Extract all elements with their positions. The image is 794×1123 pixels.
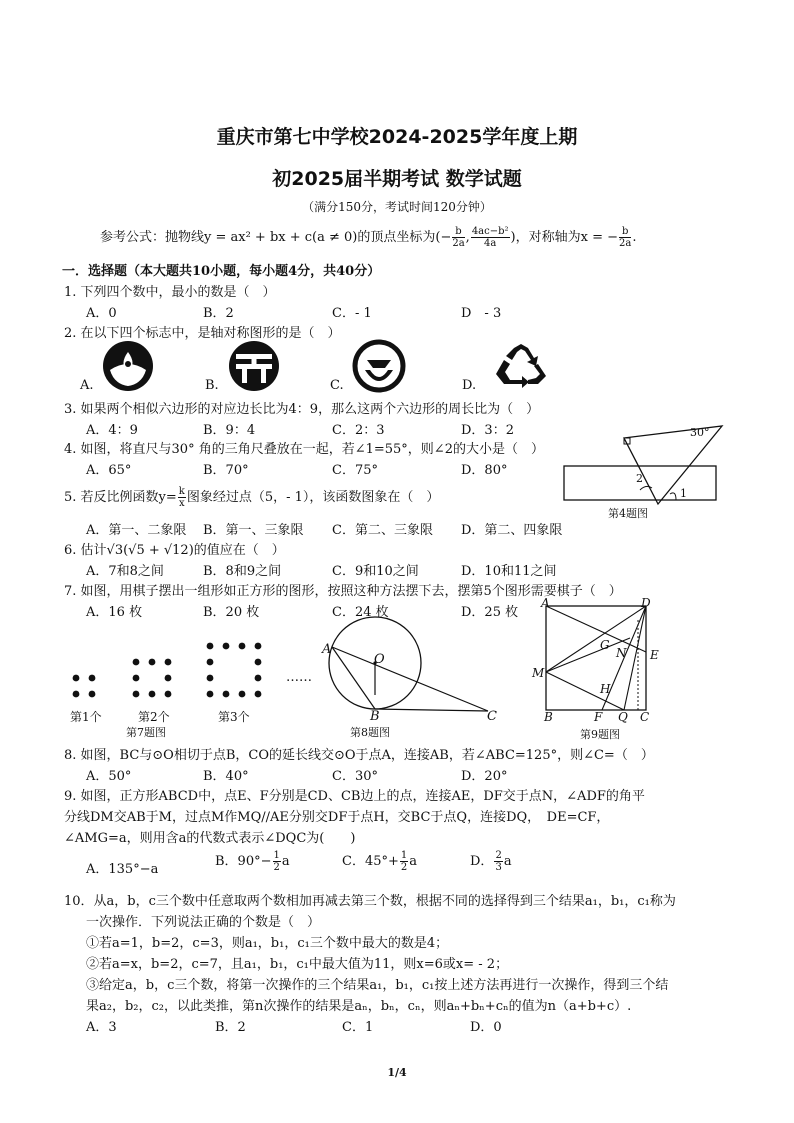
q7-ellipsis: ……	[286, 670, 312, 685]
formula-lead: 参考公式：抛物线y = ax² + bx + c(a ≠ 0)的顶点坐标为(−	[100, 230, 452, 245]
q9-fig-caption: 第9题图	[580, 728, 620, 741]
q4-option-b[interactable]: B．70°	[203, 463, 249, 478]
q7-label-3: 第3个	[218, 710, 250, 724]
q5-option-c[interactable]: C．第二、三象限	[332, 523, 433, 538]
frac-b-2a: $\frac{b}{2a}$	[452, 226, 465, 249]
q8-fig-point-o: O	[374, 652, 385, 667]
exam-subject-title: 初2025届半期考试 数学试题	[272, 168, 522, 190]
q6-option-a[interactable]: A．7和8之间	[86, 564, 164, 579]
q4-option-d[interactable]: D．80°	[461, 463, 508, 478]
q2-stem: 2. 在以下四个标志中，是轴对称图形的是（ ）	[64, 326, 341, 341]
q2-option-c[interactable]: C.	[330, 378, 344, 393]
q9-stem-line2: 分线DM交AB于M，过点M作MQ//AE分别交DF于点H，交BC于点Q，连接DQ， DE=CF，	[64, 810, 610, 825]
exam-note: （满分150分，考试时间120分钟）	[302, 200, 492, 214]
q10-statement-1: ①若a=1，b=2，c=3，则a₁，b₁，c₁三个数中最大的数是4；	[86, 936, 449, 951]
q5-option-d[interactable]: D．第二、四象限	[461, 523, 563, 538]
q7-option-c[interactable]: C．24 枚	[332, 605, 389, 620]
frac-vertex-y: $\frac{\text{4ac−b²}}{4a}$	[471, 226, 509, 249]
q10-option-a[interactable]: A．3	[86, 1020, 117, 1035]
q1-option-c[interactable]: C．- 1	[332, 306, 372, 321]
formula-mid: ，对称轴为x = −	[515, 230, 618, 245]
q9-fig-point-n: N	[616, 646, 627, 660]
figure-q8	[320, 615, 510, 725]
q2-option-d[interactable]: D.	[462, 378, 477, 393]
q1-option-b[interactable]: B．2	[203, 306, 234, 321]
q9-stem-line1: 9. 如图，正方形ABCD中，点E、F分别是CD、CB边上的点，连接AE，DF交于点N，∠ADF的角平	[64, 789, 645, 804]
q10-option-c[interactable]: C．1	[342, 1020, 374, 1035]
q7-option-d[interactable]: D．25 枚	[461, 605, 519, 620]
q8-stem: 8. 如图，BC与⊙O相切于点B，CO的延长线交⊙O于点A，连接AB，若∠ABC=125°，则∠C=（ ）	[64, 748, 654, 763]
q10-stem-line1: 10．从a，b，c三个数中任意取两个数相加再减去第三个数，根据不同的选择得到三个结果a₁，b₁，c₁称为	[64, 894, 676, 909]
q4-stem: 4. 如图，将直尺与30° 角的三角尺叠放在一起，若∠1=55°，则∠2的大小是（ ）	[64, 442, 544, 457]
figure-q7	[66, 640, 306, 704]
q5-option-b[interactable]: B．第一、三象限	[203, 523, 304, 538]
q1-option-d[interactable]: D - 3	[461, 306, 502, 321]
frac-half: $\frac{1}{2}$	[273, 850, 280, 873]
q2-option-b[interactable]: B.	[205, 378, 219, 393]
frac-k-x: $\frac{k}{x}$	[178, 486, 185, 509]
q3-option-a[interactable]: A．4：9	[86, 423, 138, 438]
q9-fig-point-d: D	[641, 596, 651, 610]
q2-option-a[interactable]: A.	[80, 378, 94, 393]
q7-stem: 7. 如图，用棋子摆出一组形如正方形的图形，按照这种方法摆下去，摆第5个图形需要棋子（ ）	[64, 584, 622, 599]
logo-c-icon	[352, 340, 406, 392]
q8-option-d[interactable]: D．20°	[461, 769, 508, 784]
q4-fig-label-1: 1	[680, 487, 687, 500]
q9-fig-point-g: G	[600, 638, 610, 652]
q4-fig-label-30: 30°	[690, 426, 710, 439]
q9-option-d[interactable]: D． $\frac{2}{3}$ a	[470, 850, 512, 873]
q10-statement-3b: 果a₂，b₂，c₂，以此类推，第n次操作的结果是aₙ，bₙ，cₙ，则aₙ+bₙ+cₙ的值为n（a+b+c）.	[86, 999, 632, 1014]
recycle-logo-icon	[492, 344, 550, 388]
q4-option-c[interactable]: C．75°	[332, 463, 378, 478]
q8-fig-caption: 第8题图	[350, 726, 390, 739]
q9-option-a[interactable]: A．135°−a	[86, 862, 159, 877]
q3-option-d[interactable]: D．3：2	[461, 423, 514, 438]
q5-option-a[interactable]: A．第一、二象限	[86, 523, 187, 538]
q9-option-b[interactable]: B．90°− $\frac{1}{2}$ a	[215, 850, 290, 873]
q8-fig-point-c: C	[487, 709, 497, 724]
q9-stem-line3: ∠AMG=a，则用含a的代数式表示∠DQC为( )	[64, 831, 356, 846]
q9-fig-point-q: Q	[618, 710, 628, 724]
q8-option-a[interactable]: A．50°	[86, 769, 132, 784]
q8-fig-point-b: B	[370, 709, 380, 724]
q7-option-b[interactable]: B．20 枚	[203, 605, 260, 620]
q1-stem: 1. 下列四个数中，最小的数是（ ）	[64, 285, 276, 300]
q9-fig-point-f: F	[594, 710, 603, 724]
frac-half: $\frac{1}{2}$	[400, 850, 408, 873]
q7-label-1: 第1个	[70, 710, 102, 724]
figure-q9	[540, 600, 660, 720]
q4-fig-label-2: 2	[636, 472, 643, 485]
q7-fig-caption: 第7题图	[126, 726, 166, 739]
logo-b-icon	[228, 340, 280, 392]
q9-fig-point-h: H	[600, 682, 611, 696]
frac-two-thirds: $\frac{2}{3}$	[495, 850, 502, 873]
q3-option-b[interactable]: B．9：4	[203, 423, 256, 438]
q6-stem: 6. 估计√3(√5 + √12)的值应在（ ）	[64, 543, 285, 558]
section-heading: 一．选择题（本大题共10小题，每小题4分，共40分）	[62, 264, 381, 279]
q9-fig-point-c: C	[640, 710, 650, 724]
q9-option-c[interactable]: C．45°+ $\frac{1}{2}$ a	[342, 850, 418, 873]
q8-fig-point-a: A	[322, 642, 332, 657]
frac-axis: $\frac{b}{2a}$	[619, 226, 632, 249]
q8-option-b[interactable]: B．40°	[203, 769, 249, 784]
q6-option-b[interactable]: B．8和9之间	[203, 564, 282, 579]
q5-stem-pre: 5. 若反比例函数y=	[64, 490, 177, 505]
exam-school-title: 重庆市第七中学校2024-2025学年度上期	[216, 126, 578, 148]
q5-stem-post: 图象经过点（5，- 1），该函数图象在（ ）	[186, 490, 440, 505]
q10-option-d[interactable]: D．0	[470, 1020, 502, 1035]
page-number: 1/4	[387, 1066, 407, 1079]
q7-label-2: 第2个	[138, 710, 170, 724]
q6-option-d[interactable]: D．10和11之间	[461, 564, 557, 579]
q10-statement-3a: ③给定a，b，c三个数，将第一次操作的三个结果a₁，b₁，c₁按上述方法再进行一次操作，得到三个结	[86, 978, 669, 993]
q3-option-c[interactable]: C．2：3	[332, 423, 385, 438]
q9-fig-point-m: M	[532, 666, 545, 680]
q10-option-b[interactable]: B．2	[215, 1020, 246, 1035]
q10-stem-line2: 一次操作．下列说法正确的个数是（ ）	[86, 915, 321, 930]
q4-fig-caption: 第4题图	[608, 507, 648, 520]
q10-statement-2: ②若a=x，b=2，c=7，且a₁，b₁，c₁中最大值为11，则x=6或x= - 2；	[86, 957, 509, 972]
q1-option-a[interactable]: A．0	[86, 306, 117, 321]
q9-fig-point-e: E	[650, 648, 659, 662]
q9-fig-point-a: A	[541, 596, 550, 610]
q4-option-a[interactable]: A．65°	[86, 463, 132, 478]
q8-option-c[interactable]: C．30°	[332, 769, 378, 784]
logo-a-icon	[102, 340, 154, 392]
q7-option-a[interactable]: A．16 枚	[86, 605, 143, 620]
q9-fig-point-b: B	[544, 710, 553, 724]
q6-option-c[interactable]: C．9和10之间	[332, 564, 419, 579]
q5-stem	[64, 486, 439, 509]
reference-formula: 参考公式：抛物线y = ax² + bx + c(a ≠ 0)的顶点坐标为(− $\frac{b}{2a}$ , $\frac{\text{4ac−b²}}{4a}$ )，对称轴为x = − $\frac{b}{2a}$ .	[100, 226, 637, 249]
q3-stem: 3. 如果两个相似六边形的对应边长比为4：9，那么这两个六边形的周长比为（ ）	[64, 402, 540, 417]
